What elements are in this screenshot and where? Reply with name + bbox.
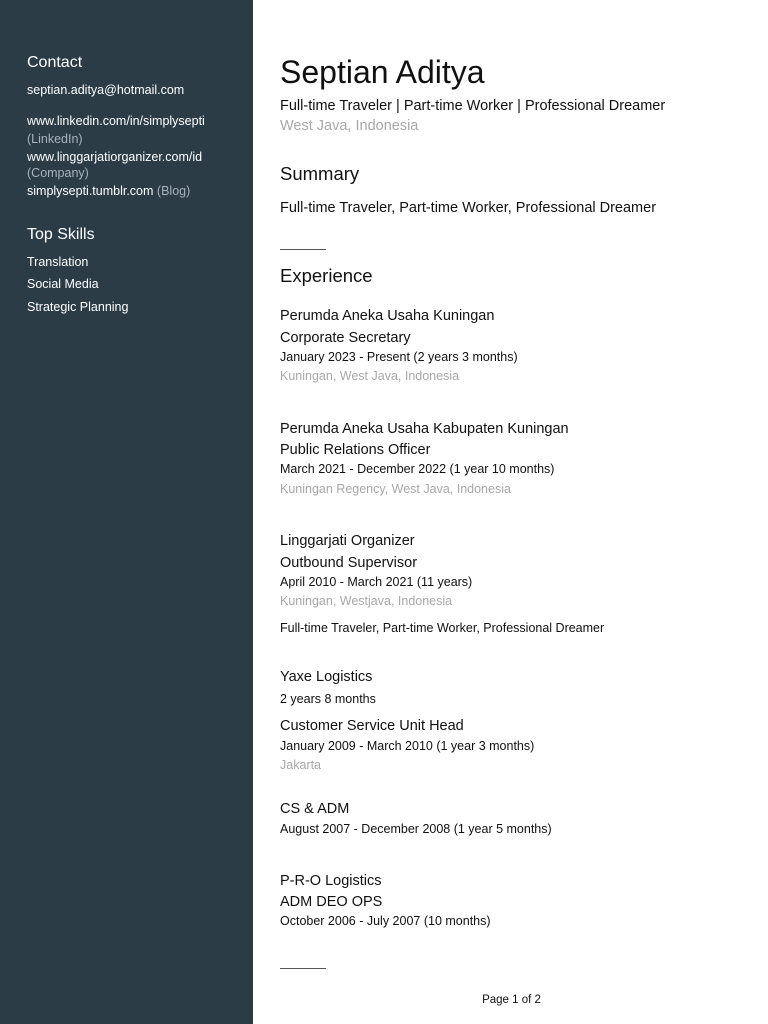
job-dates: October 2006 - July 2007 (10 months): [280, 914, 491, 928]
company-link[interactable]: www.linggarjatiorganizer.com/id: [27, 150, 203, 164]
job-dates: March 2021 - December 2022 (1 year 10 months): [280, 462, 555, 476]
headline: Full-time Traveler | Part-time Worker | Professional Dreamer: [280, 98, 666, 114]
job-location: Kuningan, Westjava, Indonesia: [280, 594, 453, 608]
linkedin-tag: (LinkedIn): [27, 132, 83, 146]
job-dates: January 2009 - March 2010 (1 year 3 months): [280, 739, 535, 753]
email-link[interactable]: septian.aditya@hotmail.com: [27, 83, 185, 97]
contact-heading: Contact: [27, 54, 83, 71]
company-name: Perumda Aneka Usaha Kabupaten Kuningan: [280, 421, 569, 437]
company-tenure: 2 years 8 months: [280, 692, 376, 706]
skill-item: Strategic Planning: [27, 300, 129, 314]
page-footer: [0, 994, 768, 1006]
location: West Java, Indonesia: [280, 118, 419, 134]
page-number: Page 1 of 2: [482, 994, 541, 1006]
skill-item: Social Media: [27, 277, 99, 291]
candidate-name: Septian Aditya: [280, 54, 485, 90]
linkedin-link[interactable]: www.linkedin.com/in/simplysepti: [27, 114, 205, 128]
summary-heading: Summary: [280, 163, 360, 184]
job-dates: August 2007 - December 2008 (1 year 5 months): [280, 822, 552, 836]
divider: [280, 249, 326, 250]
blog-link[interactable]: simplysepti.tumblr.com: [27, 184, 154, 198]
job-title: Outbound Supervisor: [280, 555, 418, 571]
job-title: CS & ADM: [280, 801, 350, 817]
summary-text: Full-time Traveler, Part-time Worker, Professional Dreamer: [280, 200, 657, 216]
job-description: Full-time Traveler, Part-time Worker, Professional Dreamer: [280, 621, 605, 635]
experience-heading: Experience: [280, 265, 373, 286]
company-name: Perumda Aneka Usaha Kuningan: [280, 308, 495, 324]
job-title: Corporate Secretary: [280, 330, 411, 346]
job-title: ADM DEO OPS: [280, 894, 383, 910]
company-name: Yaxe Logistics: [280, 669, 373, 685]
skills-heading: Top Skills: [27, 226, 95, 243]
job-dates: January 2023 - Present (2 years 3 months): [280, 350, 518, 364]
divider: [280, 968, 326, 969]
skill-item: Translation: [27, 255, 89, 269]
job-location: Jakarta: [280, 758, 321, 772]
company-name: P-R-O Logistics: [280, 873, 382, 889]
job-location: Kuningan Regency, West Java, Indonesia: [280, 482, 511, 496]
job-location: Kuningan, West Java, Indonesia: [280, 369, 460, 383]
company-tag: (Company): [27, 166, 89, 180]
job-dates: April 2010 - March 2021 (11 years): [280, 575, 473, 589]
job-title: Customer Service Unit Head: [280, 718, 464, 734]
job-title: Public Relations Officer: [280, 442, 431, 458]
company-name: Linggarjati Organizer: [280, 533, 415, 549]
blog-tag: (Blog): [156, 184, 191, 198]
